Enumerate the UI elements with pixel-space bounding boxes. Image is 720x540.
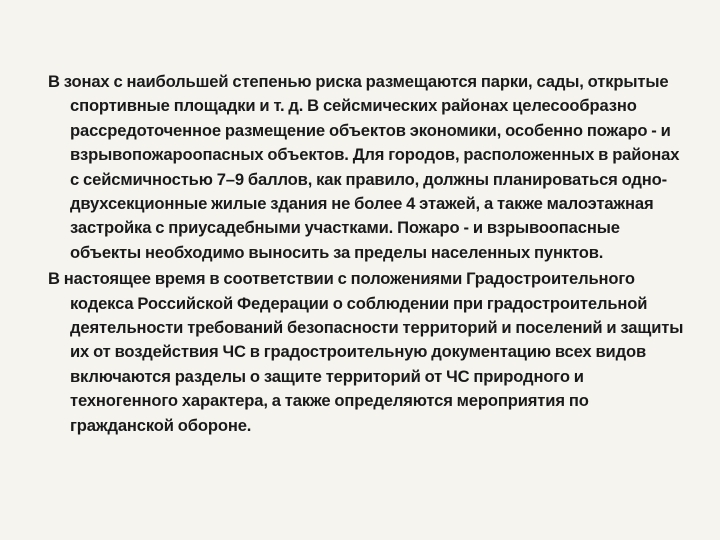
paragraph-urban-planning-code: В настоящее время в соответствии с положениями Градостроительного кодекса Российской Федерации о соблюдении при градостроительной деятельности требований безопасности территорий и поселений и защиты их от воздействия ЧС в градостроительную документацию всех видов включаются разделы о защите территорий от ЧС природного и техногенного характера, а также определяются мероприятия по гражданской обороне. bbox=[48, 269, 684, 435]
slide-body-text bbox=[48, 70, 688, 438]
paragraph-zoning-risk: В зонах с наибольшей степенью риска размещаются парки, сады, открытые спортивные площадки и т. д. В сейсмических районах целесообразно рассредоточенное размещение объектов экономики, особенно пожаро - и взрывопожароопасных объектов. Для городов, расположенных в районах с сейсмичностью 7–9 баллов, как правило, должны планироваться одно- двухсекционные жилые здания не более 4 этажей, а также малоэтажная застройка с приусадебными участками. Пожаро - и взрывоопасные объекты необходимо выносить за пределы населенных пунктов. bbox=[48, 72, 680, 262]
